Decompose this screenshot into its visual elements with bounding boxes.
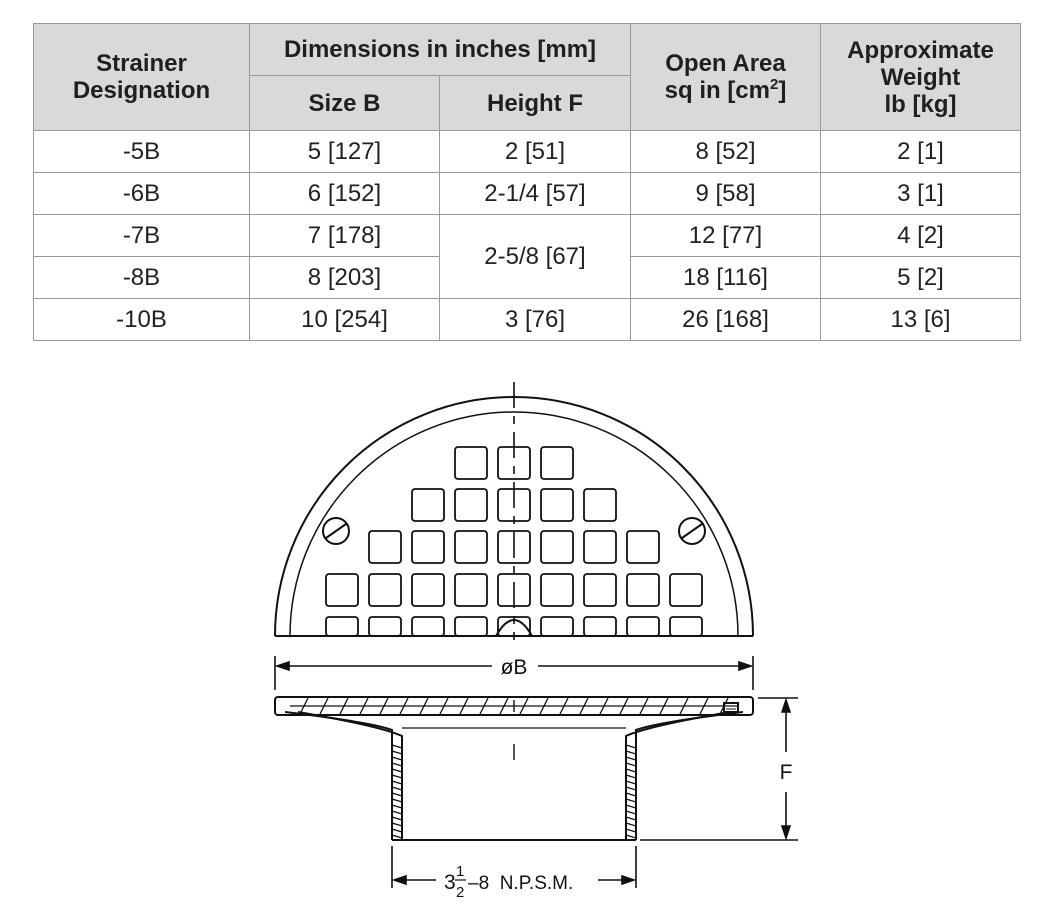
screw-icon bbox=[679, 518, 705, 544]
cell-open-area: 8 [52] bbox=[631, 131, 821, 173]
dimension-b-label: øB bbox=[500, 656, 528, 679]
grate-opening bbox=[412, 489, 444, 521]
grate-opening bbox=[455, 447, 487, 479]
cell-size: 5 [127] bbox=[250, 131, 440, 173]
cell-size: 10 [254] bbox=[250, 299, 440, 341]
grate-opening bbox=[369, 617, 401, 636]
grate-opening bbox=[455, 574, 487, 606]
header-weight: Approximate Weight lb [kg] bbox=[821, 24, 1021, 131]
cell-height: 2 [51] bbox=[440, 131, 631, 173]
strainer-top-view bbox=[275, 382, 753, 640]
dimension-f bbox=[640, 698, 798, 840]
grate-opening bbox=[627, 574, 659, 606]
grate-opening bbox=[412, 531, 444, 563]
grate-opening bbox=[541, 489, 573, 521]
grate-opening bbox=[541, 617, 573, 636]
grate-opening bbox=[326, 617, 358, 636]
cell-size: 7 [178] bbox=[250, 215, 440, 257]
grate-opening bbox=[670, 617, 702, 636]
thread-numerator: 1 bbox=[456, 863, 465, 880]
grate-opening bbox=[369, 574, 401, 606]
grate-opening bbox=[412, 574, 444, 606]
thread-whole: 3 bbox=[444, 871, 456, 894]
header-open-area: Open Area sq in $[cm^2]$ bbox=[631, 24, 821, 131]
header-size: Size B bbox=[250, 76, 440, 131]
cell-designation: -8B bbox=[34, 257, 250, 299]
cell-open-area: 9 [58] bbox=[631, 173, 821, 215]
thread-spec: –8 N.P.S.M. bbox=[468, 873, 574, 894]
grate-opening bbox=[584, 489, 616, 521]
grate-opening bbox=[455, 531, 487, 563]
cell-height: 2-1/4 [57] bbox=[440, 173, 631, 215]
cell-designation: -5B bbox=[34, 131, 250, 173]
grate-opening bbox=[455, 617, 487, 636]
cell-size: 8 [203] bbox=[250, 257, 440, 299]
grate-opening bbox=[584, 531, 616, 563]
grate-opening bbox=[670, 574, 702, 606]
cell-weight: 3 [1] bbox=[821, 173, 1021, 215]
cell-weight: 5 [2] bbox=[821, 257, 1021, 299]
grate-opening bbox=[541, 531, 573, 563]
dimension-f-label: F bbox=[779, 761, 793, 784]
grate-opening bbox=[412, 617, 444, 636]
grate-opening bbox=[584, 574, 616, 606]
cell-weight: 4 [2] bbox=[821, 215, 1021, 257]
grate-opening bbox=[326, 574, 358, 606]
grate-opening bbox=[369, 531, 401, 563]
cell-open-area: 18 [116] bbox=[631, 257, 821, 299]
header-height: Height F bbox=[440, 76, 631, 131]
cell-weight: 13 [6] bbox=[821, 299, 1021, 341]
cell-weight: 2 [1] bbox=[821, 131, 1021, 173]
cell-height: 2-5/8 [67] bbox=[440, 215, 631, 299]
cell-open-area: 12 [77] bbox=[631, 215, 821, 257]
table-row bbox=[34, 173, 1021, 215]
cell-size: 6 [152] bbox=[250, 173, 440, 215]
screw-icon bbox=[323, 518, 349, 544]
grate-opening bbox=[455, 489, 487, 521]
grate-opening bbox=[541, 574, 573, 606]
header-dimensions: Dimensions in inches [mm] bbox=[250, 24, 631, 76]
strainer-spec-table bbox=[33, 23, 1021, 341]
table-row bbox=[34, 215, 1021, 257]
table-row bbox=[34, 131, 1021, 173]
grate-opening bbox=[627, 617, 659, 636]
grate-opening bbox=[584, 617, 616, 636]
grate-opening bbox=[627, 531, 659, 563]
table-row bbox=[34, 299, 1021, 341]
cell-open-area: 26 [168] bbox=[631, 299, 821, 341]
header-designation: Strainer Designation bbox=[34, 24, 250, 131]
cell-height: 3 [76] bbox=[440, 299, 631, 341]
thread-denominator: 2 bbox=[456, 884, 465, 901]
grate-opening bbox=[541, 447, 573, 479]
cell-designation: -7B bbox=[34, 215, 250, 257]
strainer-technical-drawing bbox=[0, 360, 1040, 924]
cell-designation: -6B bbox=[34, 173, 250, 215]
cell-designation: -10B bbox=[34, 299, 250, 341]
strainer-side-view bbox=[275, 697, 753, 840]
